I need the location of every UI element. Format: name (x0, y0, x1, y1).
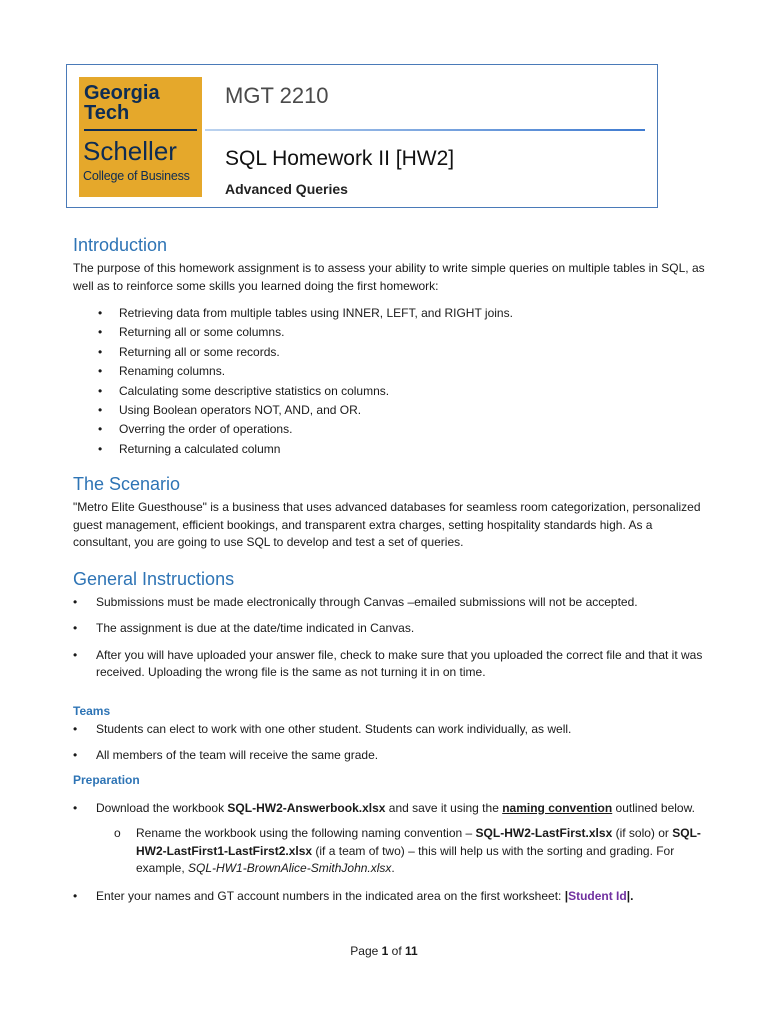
georgia-tech-scheller-logo (79, 77, 202, 197)
list-item: • Returning all or some records. (119, 343, 713, 362)
introduction-section (73, 234, 713, 459)
general-instructions-list (73, 594, 713, 682)
bullet-icon: • (98, 422, 103, 437)
homework-title: SQL Homework II [HW2] (225, 147, 455, 170)
logo-college: College of Business (83, 169, 190, 183)
preparation-sublist (114, 825, 713, 878)
bullet-icon: • (98, 383, 103, 398)
list-item: • Download the workbook SQL-HW2-Answerbook.xlsx and save it using the naming convention outlined below. o Rename the workbook using the following naming convention – SQL-HW2-LastFirst.xlsx (if solo) or SQL-HW2-LastFirst1-LastFirst2.xlsx (if a team of two) – this will help us with the sorting and grading. For example, SQL-HW1-BrownAlice-SmithJohn.xlsx. (73, 800, 713, 878)
list-item: • All members of the team will receive the same grade. (73, 747, 713, 765)
bullet-icon: • (73, 621, 78, 636)
list-item: • Submissions must be made electronically through Canvas –emailed submissions will not be accepted. (73, 594, 713, 612)
scenario-text: "Metro Elite Guesthouse" is a business that uses advanced databases for seamless room categorization, personalized guest management, efficient bookings, and transparent extra charges, setting hospitality standards high. As a consultant, you are going to use SQL to develop and test a set of queries. (73, 500, 701, 550)
teams-heading: Teams (73, 703, 111, 718)
list-item: • After you will have uploaded your answer file, check to make sure that you uploaded the correct file and that it was received. Uploading the wrong file is the same as not turning it in on time. (73, 647, 703, 680)
bullet-icon: • (98, 403, 103, 418)
list-item: • Renaming columns. (119, 362, 713, 381)
example-filename: SQL-HW1-BrownAlice-SmithJohn.xlsx (188, 861, 392, 876)
teams-section (73, 704, 713, 765)
bullet-icon: • (98, 364, 103, 379)
general-instructions-section (73, 568, 713, 682)
bullet-icon: • (98, 325, 103, 340)
bullet-icon: • (98, 344, 103, 359)
logo-scheller: Scheller (83, 136, 177, 166)
list-item: • Retrieving data from multiple tables using INNER, LEFT, and RIGHT joins. (119, 304, 713, 323)
answerbook-filename: SQL-HW2-Answerbook.xlsx (227, 800, 386, 815)
teams-list (73, 721, 713, 765)
page-footer: Page 1 of 11 (350, 944, 418, 958)
bullet-icon: • (73, 721, 78, 736)
list-item: • The assignment is due at the date/time indicated in Canvas. (73, 620, 713, 638)
preparation-list (73, 800, 713, 906)
bullet-icon: • (98, 441, 103, 456)
bullet-icon: • (73, 800, 78, 815)
skills-list (98, 304, 713, 459)
naming-convention-text: naming convention (502, 800, 613, 815)
course-code: MGT 2210 (225, 83, 329, 108)
list-item: • Calculating some descriptive statistics on columns. (119, 382, 713, 401)
list-item: • Returning a calculated column (119, 440, 713, 459)
bullet-icon: • (98, 306, 103, 320)
scenario-heading: The Scenario (73, 474, 181, 495)
list-item: • Overring the order of operations. (119, 420, 713, 439)
bullet-icon: • (73, 888, 78, 903)
header-box (66, 64, 658, 208)
list-item: • Returning all or some columns. (119, 323, 713, 342)
page-number: 1 (381, 944, 389, 958)
list-item: • Students can elect to work with one other student. Students can work individually, as well. (73, 721, 713, 739)
introduction-text: The purpose of this homework assignment is to assess your ability to write simple queries on multiple tables in SQL, as well as to reinforce some skills you learned doing the first homework: (73, 261, 705, 293)
preparation-section (73, 773, 713, 906)
page-total: 11 (405, 944, 418, 958)
bullet-icon: • (73, 748, 78, 763)
list-item: • Enter your names and GT account numbers in the indicated area on the first worksheet: |Student Id|. (73, 888, 713, 906)
list-item: o Rename the workbook using the following naming convention – SQL-HW2-LastFirst.xlsx (if solo) or SQL-HW2-LastFirst1-LastFirst2.xlsx (if a team of two) – this will help us with the sorting and grading. For example, SQL-HW1-BrownAlice-SmithJohn.xlsx. (114, 826, 701, 876)
homework-subtitle: Advanced Queries (225, 181, 348, 197)
preparation-heading: Preparation (73, 772, 140, 787)
list-item: • Using Boolean operators NOT, AND, and OR. (119, 401, 713, 420)
bullet-icon: • (73, 594, 78, 609)
document-body (73, 234, 713, 905)
general-instructions-heading: General Instructions (73, 568, 235, 589)
logo-divider (84, 129, 197, 131)
student-id-reference: Student Id (568, 888, 627, 903)
logo-georgia-tech: Georgia Tech (84, 82, 160, 124)
introduction-heading: Introduction (73, 235, 168, 255)
bullet-icon: • (73, 647, 78, 662)
header-divider (205, 129, 645, 131)
team-filename: SQL-HW2-LastFirst1-LastFirst2.xlsx (136, 826, 701, 858)
circle-bullet-icon: o (114, 826, 121, 841)
scenario-section (73, 473, 713, 552)
solo-filename: SQL-HW2-LastFirst.xlsx (475, 826, 613, 841)
